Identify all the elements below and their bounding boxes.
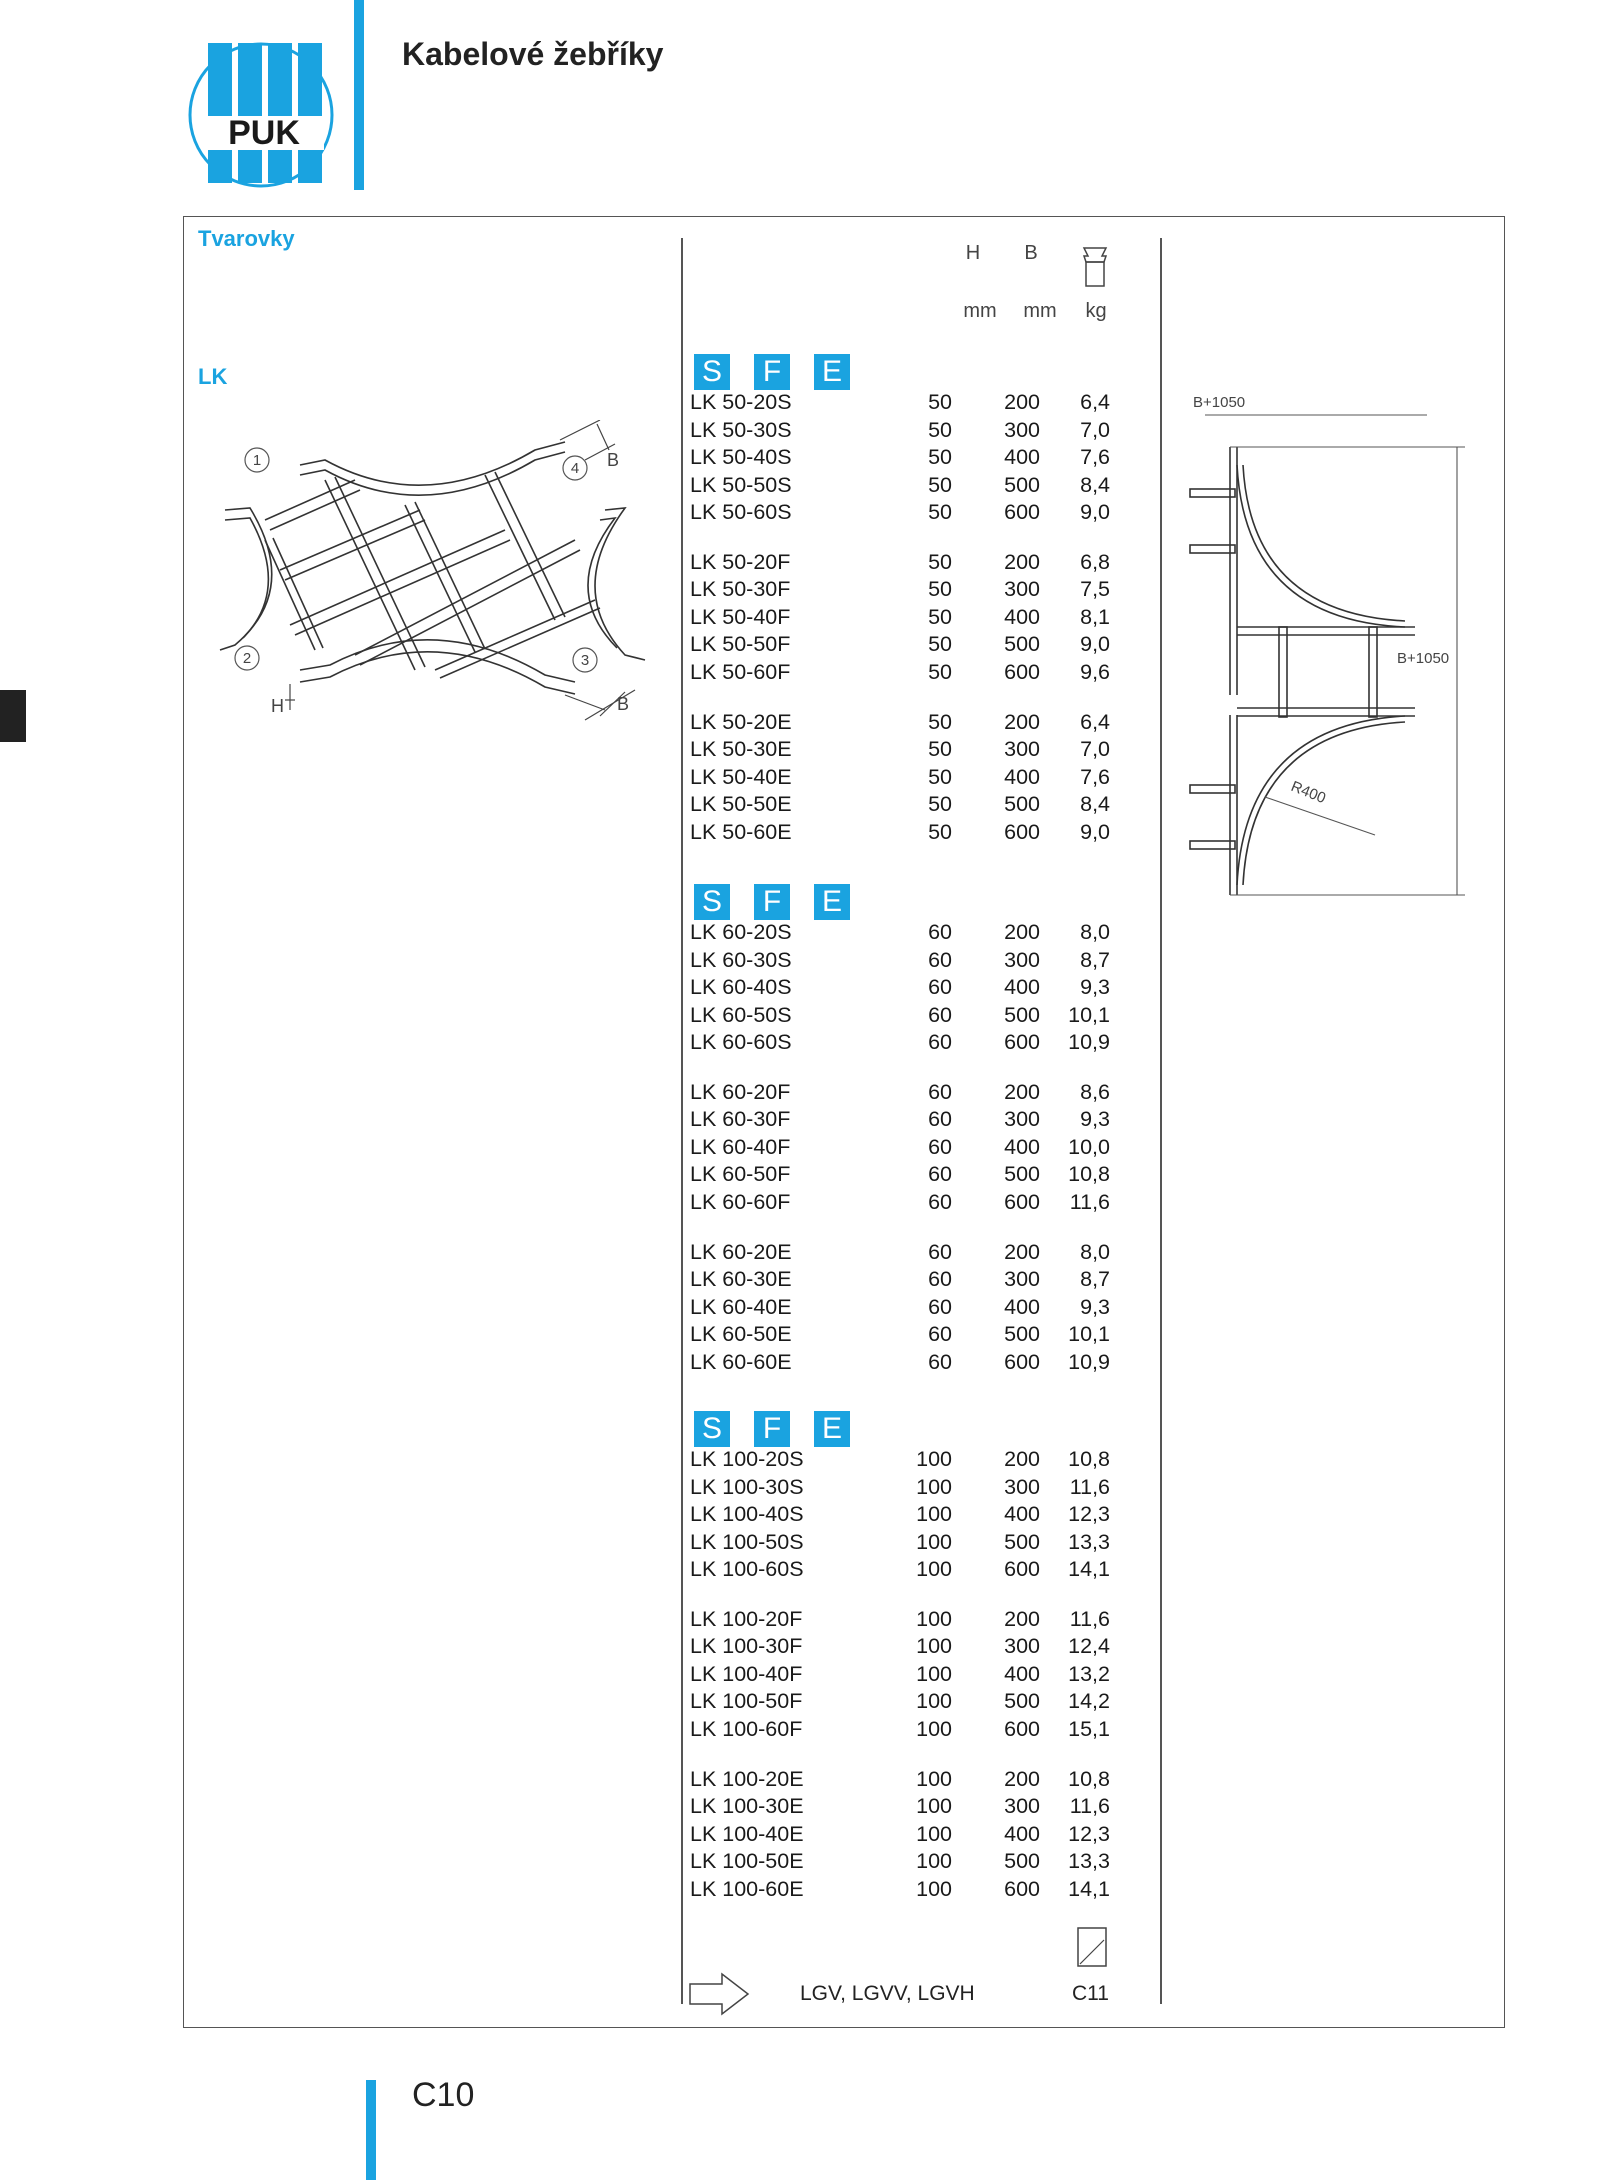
table-row [690, 658, 1110, 686]
table-row [690, 973, 1110, 1001]
col-unit-kg: kg [1085, 300, 1107, 322]
table-row [690, 1188, 1110, 1216]
width-value: 200 [1004, 1766, 1040, 1791]
width-value: 200 [1004, 920, 1040, 944]
table-row [690, 708, 1110, 736]
height-value: 50 [928, 500, 952, 525]
badge-f: F [754, 884, 790, 920]
table-row [690, 1028, 1110, 1056]
height-value: 50 [928, 577, 952, 602]
weight-value: 10,8 [1068, 1766, 1110, 1791]
weight-value: 6,4 [1080, 390, 1110, 414]
reference-page: C11 [1072, 1982, 1109, 2005]
width-value: 200 [1004, 549, 1040, 574]
badge-e: E [814, 1411, 850, 1447]
table-row [690, 1500, 1110, 1528]
product-name: LK 50-30S [690, 417, 792, 442]
weight-value: 12,4 [1068, 1634, 1110, 1659]
height-value: 100 [916, 1606, 952, 1631]
width-value: 300 [1004, 1634, 1040, 1659]
weight-value: 10,0 [1068, 1134, 1110, 1159]
product-name: LK 50-60S [690, 500, 792, 525]
plan-dim-top: B+1050 [1193, 395, 1246, 411]
height-value: 60 [928, 1349, 952, 1374]
width-value: 400 [1004, 1294, 1040, 1319]
table-row [690, 498, 1110, 526]
width-value: 600 [1004, 500, 1040, 525]
product-name: LK 60-50E [690, 1322, 792, 1347]
header-accent-bar [354, 0, 364, 190]
height-value: 60 [928, 1162, 952, 1187]
height-value: 60 [928, 947, 952, 972]
table-row [690, 575, 1110, 603]
product-name: LK 60-50S [690, 1002, 792, 1027]
width-value: 300 [1004, 1267, 1040, 1292]
product-name: LK 60-60S [690, 1030, 792, 1055]
plan-dim-side: B+1050 [1397, 650, 1450, 667]
weight-value: 8,4 [1080, 792, 1110, 817]
width-value: 500 [1004, 632, 1040, 657]
width-value: 300 [1004, 1794, 1040, 1819]
col-unit-b: mm [1023, 300, 1057, 322]
height-value: 100 [916, 1716, 952, 1741]
width-value: 600 [1004, 1349, 1040, 1374]
table-row [690, 1715, 1110, 1743]
height-value: 60 [928, 1322, 952, 1347]
weight-value: 10,9 [1068, 1030, 1110, 1055]
weight-value: 9,3 [1080, 1294, 1110, 1319]
weight-value: 8,7 [1080, 947, 1110, 972]
width-value: 600 [1004, 1189, 1040, 1214]
port-number-1: 1 [252, 452, 262, 469]
product-name: LK 50-20S [690, 390, 792, 414]
weight-value: 7,0 [1080, 417, 1110, 442]
page-title: Kabelové žebříky [402, 36, 664, 72]
height-value: 60 [928, 1030, 952, 1055]
footer-accent-bar [366, 2080, 376, 2180]
height-value: 50 [928, 604, 952, 629]
table-row [690, 1473, 1110, 1501]
product-name: LK 50-40F [690, 604, 791, 629]
weight-value: 7,5 [1080, 577, 1110, 602]
divider-left [681, 238, 683, 2004]
height-value: 50 [928, 445, 952, 470]
product-name: LK 100-50S [690, 1529, 804, 1554]
weight-value: 7,6 [1080, 445, 1110, 470]
side-tab-marker [0, 690, 26, 742]
product-name: LK 100-50E [690, 1849, 804, 1874]
width-value: 400 [1004, 1661, 1040, 1686]
product-name: LK 100-60E [690, 1876, 804, 1901]
width-value: 200 [1004, 709, 1040, 734]
col-unit-h: mm [963, 300, 997, 322]
width-value: 600 [1004, 819, 1040, 844]
divider-right [1160, 238, 1162, 2004]
height-value: 50 [928, 819, 952, 844]
height-value: 50 [928, 417, 952, 442]
weight-value: 11,6 [1069, 1606, 1110, 1631]
width-value: 300 [1004, 577, 1040, 602]
width-value: 600 [1004, 1876, 1040, 1901]
width-value: 500 [1004, 1689, 1040, 1714]
height-value: 100 [916, 1502, 952, 1527]
product-name: LK 100-30F [690, 1634, 803, 1659]
badge-f: F [754, 354, 790, 390]
product-name: LK 100-30E [690, 1794, 804, 1819]
height-value: 50 [928, 659, 952, 684]
weight-value: 9,0 [1080, 632, 1110, 657]
width-value: 600 [1004, 659, 1040, 684]
width-value: 500 [1004, 1162, 1040, 1187]
plan-view-drawing [1175, 395, 1495, 915]
weight-value: 7,0 [1080, 737, 1110, 762]
product-name: LK 100-40E [690, 1821, 804, 1846]
product-name: LK 60-20F [690, 1079, 791, 1104]
weight-value: 9,3 [1080, 975, 1110, 1000]
product-name: LK 50-20F [690, 549, 791, 574]
height-value: 100 [916, 1794, 952, 1819]
product-name: LK 60-40S [690, 975, 792, 1000]
table-row [690, 1293, 1110, 1321]
product-name: LK 50-40E [690, 764, 792, 789]
weight-value: 14,1 [1068, 1876, 1110, 1901]
weight-value: 9,3 [1080, 1107, 1110, 1132]
product-name: LK 100-40S [690, 1502, 804, 1527]
weight-value: 9,0 [1080, 500, 1110, 525]
weight-value: 10,1 [1068, 1322, 1110, 1347]
table-row [690, 818, 1110, 846]
badge-e: E [814, 354, 850, 390]
product-name: LK 60-40F [690, 1134, 791, 1159]
width-value: 400 [1004, 1502, 1040, 1527]
cross-dim-h: H [271, 696, 284, 716]
height-value: 60 [928, 1002, 952, 1027]
plan-dim-radius: R400 [1288, 777, 1329, 808]
weight-value: 10,1 [1068, 1002, 1110, 1027]
width-value: 200 [1004, 1239, 1040, 1264]
badge-f: F [754, 1411, 790, 1447]
logo-text: PUK [228, 114, 300, 152]
height-value: 100 [916, 1447, 952, 1471]
height-value: 50 [928, 549, 952, 574]
weight-value: 13,3 [1068, 1849, 1110, 1874]
height-value: 100 [916, 1849, 952, 1874]
product-name: LK 60-20E [690, 1239, 792, 1264]
product-name: LK 100-40F [690, 1661, 803, 1686]
width-value: 200 [1004, 1447, 1040, 1471]
width-value: 200 [1004, 1606, 1040, 1631]
product-name: LK 50-40S [690, 445, 792, 470]
port-number-3: 3 [580, 652, 590, 669]
height-value: 50 [928, 632, 952, 657]
width-value: 600 [1004, 1030, 1040, 1055]
badge-s: S [694, 1411, 730, 1447]
table-row [690, 630, 1110, 658]
port-number-2: 2 [242, 650, 252, 667]
weight-value: 14,1 [1068, 1557, 1110, 1582]
table-row [690, 1528, 1110, 1556]
weight-value: 8,0 [1080, 1239, 1110, 1264]
height-value: 60 [928, 1107, 952, 1132]
width-value: 300 [1004, 947, 1040, 972]
table-row [690, 1133, 1110, 1161]
product-name: LK 100-60S [690, 1557, 804, 1582]
col-header-b: B [1024, 242, 1038, 264]
width-value: 400 [1004, 975, 1040, 1000]
width-value: 500 [1004, 472, 1040, 497]
width-value: 600 [1004, 1557, 1040, 1582]
table-row [690, 443, 1110, 471]
product-name: LK 100-60F [690, 1716, 803, 1741]
table-row [690, 1105, 1110, 1133]
width-value: 400 [1004, 604, 1040, 629]
weight-value: 9,6 [1080, 659, 1110, 684]
product-name: LK 50-20E [690, 709, 792, 734]
height-value: 60 [928, 975, 952, 1000]
weight-value: 10,8 [1068, 1162, 1110, 1187]
badge-e: E [814, 884, 850, 920]
height-value: 60 [928, 920, 952, 944]
product-name: LK 50-50S [690, 472, 792, 497]
weight-value: 8,4 [1080, 472, 1110, 497]
table-row [690, 763, 1110, 791]
weight-value: 7,6 [1080, 764, 1110, 789]
weight-value: 12,3 [1068, 1502, 1110, 1527]
width-value: 500 [1004, 1002, 1040, 1027]
table-row [690, 1765, 1110, 1793]
weight-value: 6,4 [1080, 709, 1110, 734]
product-name: LK 60-30S [690, 947, 792, 972]
width-value: 400 [1004, 764, 1040, 789]
weight-value: 8,7 [1080, 1267, 1110, 1292]
port-number-4: 4 [570, 460, 580, 477]
product-name: LK 50-30E [690, 737, 792, 762]
height-value: 50 [928, 737, 952, 762]
product-name: LK 50-50E [690, 792, 792, 817]
table-row [690, 1660, 1110, 1688]
weight-value: 15,1 [1068, 1716, 1110, 1741]
table-row [690, 1792, 1110, 1820]
weight-value: 8,0 [1080, 920, 1110, 944]
product-name: LK 60-20S [690, 920, 792, 944]
width-value: 200 [1004, 390, 1040, 414]
weight-value: 8,1 [1080, 604, 1110, 629]
width-value: 300 [1004, 737, 1040, 762]
height-value: 100 [916, 1689, 952, 1714]
page-reference-icon [1076, 1926, 1108, 1968]
width-value: 500 [1004, 1529, 1040, 1554]
arrow-right-icon [688, 1972, 752, 2016]
table-row [690, 1001, 1110, 1029]
cross-dim-b-bottom: B [617, 694, 630, 714]
table-row [690, 1348, 1110, 1376]
weight-value: 12,3 [1068, 1821, 1110, 1846]
weight-value: 11,6 [1069, 1474, 1110, 1499]
height-value: 50 [928, 764, 952, 789]
height-value: 100 [916, 1766, 952, 1791]
product-name: LK 100-50F [690, 1689, 803, 1714]
width-value: 300 [1004, 1474, 1040, 1499]
puk-logo [186, 38, 336, 192]
product-name: LK 60-30E [690, 1267, 792, 1292]
badge-s: S [694, 354, 730, 390]
product-name: LK 60-40E [690, 1294, 792, 1319]
product-name: LK 100-20E [690, 1766, 804, 1791]
product-name: LK 100-20S [690, 1447, 804, 1471]
table-row [690, 1265, 1110, 1293]
height-value: 100 [916, 1876, 952, 1901]
weight-icon [1080, 244, 1110, 290]
product-name: LK 100-30S [690, 1474, 804, 1499]
table-row [690, 388, 1110, 416]
height-value: 50 [928, 709, 952, 734]
height-value: 100 [916, 1821, 952, 1846]
weight-value: 14,2 [1068, 1689, 1110, 1714]
product-name: LK 50-30F [690, 577, 791, 602]
weight-value: 11,6 [1069, 1189, 1110, 1214]
product-name: LK 50-60F [690, 659, 791, 684]
height-value: 60 [928, 1079, 952, 1104]
table-row [690, 1820, 1110, 1848]
product-name: LK 60-60F [690, 1189, 791, 1214]
width-value: 500 [1004, 1322, 1040, 1347]
width-value: 400 [1004, 1821, 1040, 1846]
product-name: LK 50-50F [690, 632, 791, 657]
width-value: 400 [1004, 445, 1040, 470]
table-row [690, 735, 1110, 763]
table-row [690, 603, 1110, 631]
table-row [690, 1555, 1110, 1583]
width-value: 600 [1004, 1716, 1040, 1741]
height-value: 100 [916, 1634, 952, 1659]
product-code: LK [198, 364, 228, 389]
weight-value: 8,6 [1080, 1079, 1110, 1104]
table-row [690, 416, 1110, 444]
badge-s: S [694, 884, 730, 920]
table-row [690, 918, 1110, 946]
table-row [690, 1320, 1110, 1348]
height-value: 60 [928, 1267, 952, 1292]
table-row [690, 1160, 1110, 1188]
reference-codes: LGV, LGVV, LGVH [800, 1982, 975, 2005]
section-title: Tvarovky [198, 226, 295, 251]
height-value: 100 [916, 1557, 952, 1582]
weight-value: 6,8 [1080, 549, 1110, 574]
height-value: 50 [928, 792, 952, 817]
product-name: LK 100-20F [690, 1606, 803, 1631]
height-value: 60 [928, 1134, 952, 1159]
height-value: 60 [928, 1294, 952, 1319]
weight-value: 11,6 [1069, 1794, 1110, 1819]
table-row [690, 1847, 1110, 1875]
table-row [690, 548, 1110, 576]
table-row [690, 1238, 1110, 1266]
width-value: 300 [1004, 417, 1040, 442]
height-value: 50 [928, 472, 952, 497]
cross-piece-drawing [205, 420, 665, 730]
product-name: LK 60-30F [690, 1107, 791, 1132]
weight-value: 10,9 [1068, 1349, 1110, 1374]
width-value: 500 [1004, 792, 1040, 817]
product-name: LK 50-60E [690, 819, 792, 844]
width-value: 500 [1004, 1849, 1040, 1874]
product-name: LK 60-60E [690, 1349, 792, 1374]
height-value: 100 [916, 1529, 952, 1554]
height-value: 60 [928, 1189, 952, 1214]
table-row [690, 1875, 1110, 1903]
weight-value: 10,8 [1068, 1447, 1110, 1471]
weight-value: 9,0 [1080, 819, 1110, 844]
table-row [690, 1632, 1110, 1660]
product-name: LK 60-50F [690, 1162, 791, 1187]
height-value: 100 [916, 1474, 952, 1499]
table-row [690, 946, 1110, 974]
cross-dim-b-top: B [607, 450, 620, 470]
table-row [690, 1605, 1110, 1633]
height-value: 60 [928, 1239, 952, 1264]
table-row [690, 790, 1110, 818]
height-value: 100 [916, 1661, 952, 1686]
width-value: 300 [1004, 1107, 1040, 1132]
weight-value: 13,3 [1068, 1529, 1110, 1554]
weight-value: 13,2 [1068, 1661, 1110, 1686]
table-row [690, 1687, 1110, 1715]
table-row [690, 1445, 1110, 1473]
height-value: 50 [928, 390, 952, 414]
width-value: 200 [1004, 1079, 1040, 1104]
page-number: C10 [412, 2076, 475, 2114]
col-header-h: H [965, 242, 981, 264]
width-value: 400 [1004, 1134, 1040, 1159]
table-row [690, 1078, 1110, 1106]
table-row [690, 471, 1110, 499]
